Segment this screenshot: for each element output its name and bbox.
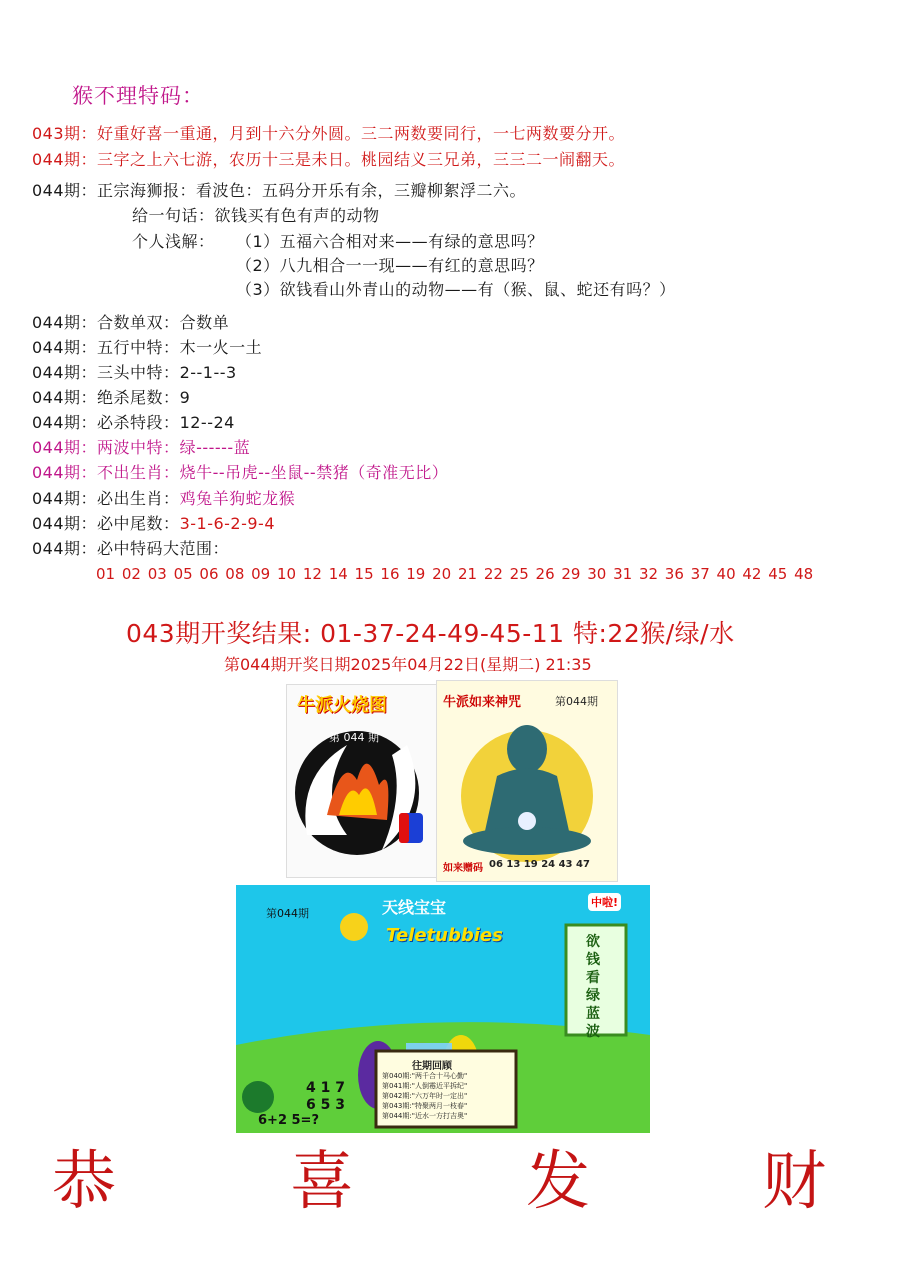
riddle-text: 好重好喜一重通，月到十六分外圆。三二两数要同行，一七两数要分开。	[97, 124, 626, 143]
riddle-044	[32, 147, 625, 170]
draw-date: 第044期开奖日期2025年04月22日(星期二) 21:35	[224, 655, 592, 674]
teletubbies-title: 天线宝宝	[382, 898, 447, 917]
teletubbies-brand: Teletubbies	[386, 925, 503, 946]
analysis-item-2: （2）八九相合一一现——有红的意思吗？	[236, 256, 544, 275]
analysis-item-1: （1）五福六合相对来——有绿的意思吗？	[236, 232, 544, 251]
prediction-row: 044期：三头中特：2--1--3	[32, 363, 237, 382]
teletubbies-side-text: 欲钱看绿蓝波	[586, 934, 600, 1040]
riddle-text: 三字之上六七游，农历十三是未日。桃园结义三兄弟，三三二一闹翻天。	[97, 150, 626, 169]
prediction-row: 044期：必中特码大范围：	[32, 539, 230, 558]
teletubbies-issue: 第044期	[266, 907, 309, 920]
fire-picture-title: 牛派火烧图	[297, 695, 387, 716]
prediction-row: 044期：合数单双：合数单	[32, 313, 230, 332]
blessing-char: 发	[526, 1145, 590, 1219]
math-line: 6 5 3	[306, 1097, 345, 1113]
blessing-char: 恭	[52, 1145, 116, 1219]
prediction-row: 044期：必中尾数：3-1-6-2-9-4	[32, 514, 276, 533]
prediction-row: 044期：五行中特：木一火一土	[32, 338, 263, 357]
prediction-row: 044期：必杀特段：12--24	[32, 413, 235, 432]
buddha-picture-title: 牛派如来神咒	[443, 695, 522, 710]
fire-picture	[286, 684, 438, 878]
prediction-row: 044期：两波中特：绿------蓝	[32, 438, 251, 457]
board-line: 第043期:"特聚两月一枝春"	[382, 1102, 468, 1110]
board-line: 第041期:"人倒霉近平拆纪"	[382, 1082, 468, 1090]
riddle-issue: 044期：	[32, 150, 98, 169]
riddle-043	[32, 121, 625, 144]
draw-result: 043期开奖结果: 01-37-24-49-45-11 特:22猴/绿/水	[126, 619, 735, 648]
analysis-text: 正宗海狮报：看波色：五码分开乐有余，三瓣柳絮浮二六。	[97, 181, 527, 200]
fire-picture-issue: 第 044 期	[329, 731, 379, 744]
analysis-line1	[32, 178, 526, 201]
teletubbies-picture	[236, 885, 650, 1133]
prediction-row: 044期：不出生肖：烧牛--吊虎--坐鼠--禁猪（奇准无比）	[32, 463, 449, 482]
analysis-issue: 044期：	[32, 181, 98, 200]
page-title: 猴不理特码：	[72, 84, 204, 108]
analysis-line3-label: 个人浅解：	[132, 232, 215, 251]
board-line: 第040期:"两千合十马心勤"	[382, 1072, 468, 1080]
buddha-picture	[436, 680, 618, 882]
board-line: 第044期:"近水一方打吉奥"	[382, 1112, 468, 1120]
prediction-row: 044期：必出生肖：鸡兔羊狗蛇龙猴	[32, 489, 296, 508]
math-line: 4 1 7	[306, 1080, 345, 1096]
riddle-issue: 043期：	[32, 124, 98, 143]
teletubbies-badge: 中啦!	[588, 893, 621, 911]
prediction-row: 044期：绝杀尾数：9	[32, 388, 191, 407]
blessing-char: 喜	[290, 1145, 354, 1219]
board-line: 第042期:"六万年时一定出"	[382, 1092, 468, 1100]
analysis-line2: 给一句话：欲钱买有色有声的动物	[132, 206, 380, 225]
math-line: 6+2 5=?	[258, 1113, 319, 1128]
buddha-numbers-label: 如来赠码	[443, 863, 483, 874]
number-range: 01 02 03 05 06 08 09 10 12 14 15 16 19 20 21 22 25 26 29 30 31 32 36 37 40 42 45 48	[96, 565, 814, 583]
blessing-char: 财	[762, 1145, 826, 1219]
buddha-picture-issue: 第044期	[555, 695, 598, 708]
analysis-item-3: （3）欲钱看山外青山的动物——有（猴、鼠、蛇还有吗？）	[236, 280, 676, 299]
teletubbies-board-title: 往期回顾	[412, 1061, 452, 1072]
buddha-numbers: 06 13 19 24 43 47	[489, 859, 590, 870]
